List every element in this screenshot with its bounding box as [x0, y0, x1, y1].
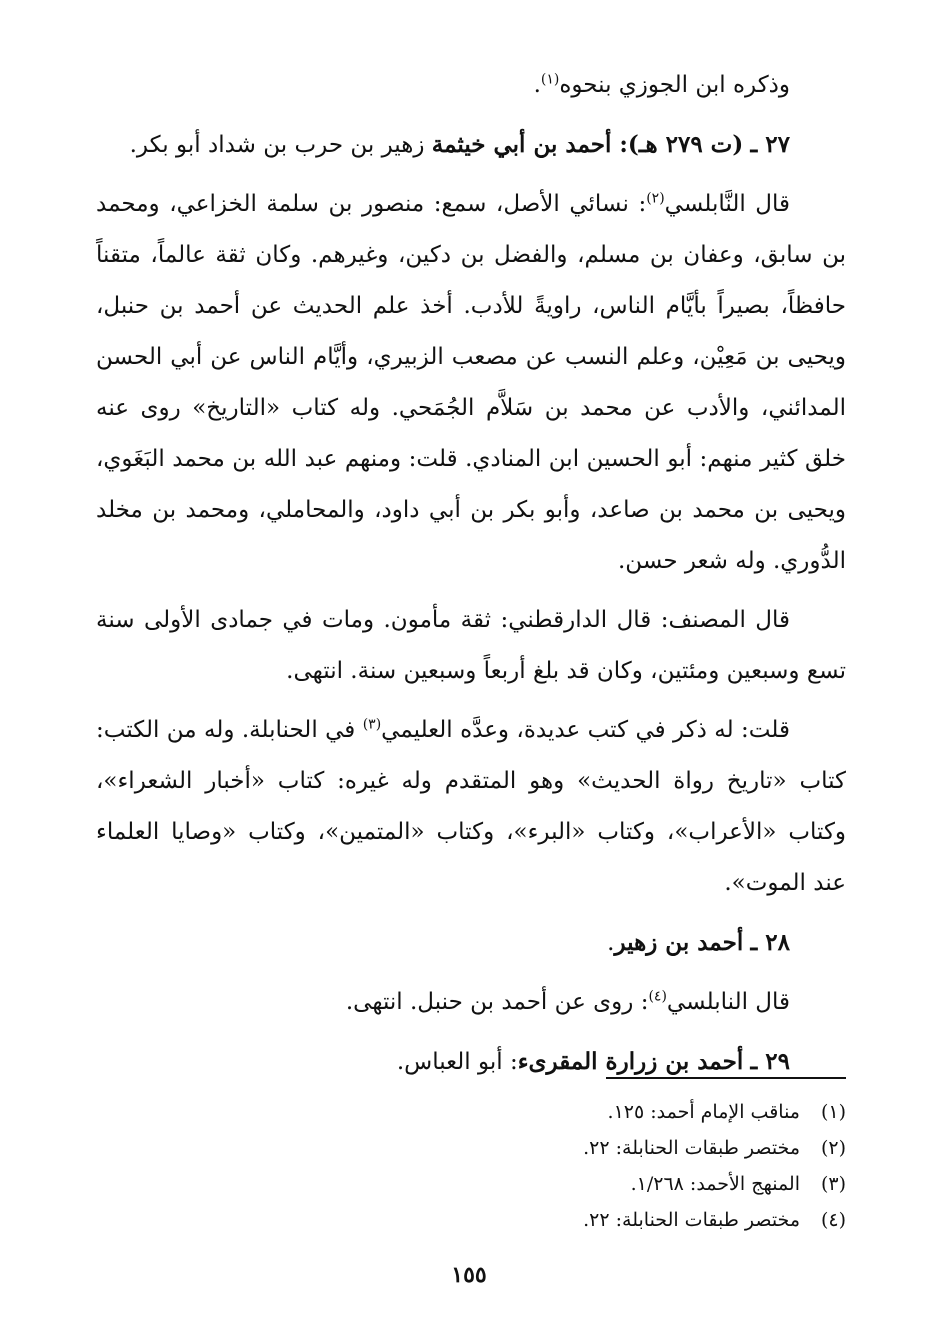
- footnote-ref: (١): [540, 71, 560, 88]
- entry-title: أحمد بن زهير: [614, 929, 744, 956]
- entry-rest: : أبو العباس.: [396, 1049, 518, 1075]
- footnote-text: مختصر طبقات الحنابلة: ٢٢.: [583, 1209, 800, 1231]
- paragraph-tail: .: [533, 72, 541, 98]
- paragraph-nabulsi-28: [96, 977, 846, 1028]
- paragraph-author-daraqutni: [96, 595, 846, 697]
- footnote-item: [246, 1202, 846, 1238]
- footnote-number: (٤): [820, 1209, 846, 1231]
- entry-27-heading: [96, 119, 846, 171]
- footnote-ref: (٤): [648, 988, 667, 1005]
- paragraph-qultu-books: [96, 705, 846, 909]
- entry-rest: .: [607, 930, 615, 956]
- footnote-text: المنهج الأحمد: ١/٢٦٨.: [630, 1173, 800, 1195]
- page-number: ١٥٥: [451, 1262, 487, 1288]
- paragraph-text: قال النَّابلسي: [664, 191, 791, 217]
- footnotes: [246, 1094, 846, 1238]
- entry-number: ٢٩ ـ: [750, 1048, 790, 1075]
- paragraph-tail: في الحنابلة. وله من الكتب: كتاب «تاريخ رواة الحديث» وهو المتقدم وله غيره: كتاب «أخبار الشعراء»، وكتاب «الأعراب»، وكتاب «البرء»، وكتاب «المتمين»، وكتاب «وصايا العلماء عند الموت».: [96, 717, 846, 896]
- entry-29-heading: [96, 1036, 846, 1088]
- entry-title: (ت ٢٧٩ هـ): أحمد بن أبي خيثمة: [431, 131, 744, 158]
- footnote-text: مناقب الإمام أحمد: ١٢٥.: [607, 1101, 800, 1123]
- footnote-text: مختصر طبقات الحنابلة: ٢٢.: [583, 1137, 800, 1159]
- paragraph-tail: : روى عن أحمد بن حنبل. انتهى.: [345, 989, 649, 1015]
- footnote-divider: [606, 1077, 846, 1079]
- footnote-ref: (٢): [646, 190, 665, 207]
- entry-number: ٢٧ ـ: [750, 131, 790, 158]
- footnote-item: [246, 1130, 846, 1166]
- footnote-ref: (٣): [362, 716, 382, 733]
- footnote-item: [246, 1166, 846, 1202]
- footnote-number: (١): [820, 1101, 846, 1123]
- entry-number: ٢٨ ـ: [750, 929, 790, 956]
- entry-28-heading: [96, 917, 846, 969]
- paragraph-text: قلت: له ذكر في كتب عديدة، وعدَّه العليمي: [381, 717, 790, 743]
- paragraph-text: قال النابلسي: [666, 989, 790, 1015]
- paragraph-text: وذكره ابن الجوزي بنحوه: [559, 72, 790, 98]
- paragraph-text: قال المصنف: قال الدارقطني: ثقة مأمون. ومات في جمادى الأولى سنة تسع وسبعين ومئتين، وكان قد بلغ أربعاً وسبعين سنة. انتهى.: [96, 607, 846, 684]
- paragraph-nabulsi-27: [96, 179, 846, 587]
- footnote-number: (٣): [820, 1173, 846, 1195]
- page-body: [96, 60, 846, 1088]
- paragraph-ibn-jawzi: [96, 60, 846, 111]
- footnote-item: [246, 1094, 846, 1130]
- footnote-number: (٢): [820, 1137, 846, 1159]
- entry-rest: زهير بن حرب بن شداد أبو بكر.: [129, 132, 425, 158]
- paragraph-tail: : نسائي الأصل، سمع: منصور بن سلمة الخزاعي، ومحمد بن سابق، وعفان بن مسلم، والفضل بن دكين، وغيرهم. وكان ثقة عالماً، متقناً حافظاً، بصيراً بأيَّام الناس، راويةً للأدب. أخذ علم الحديث عن أحمد بن حنبل، ويحيى بن مَعِيْن، وعلم النسب عن مصعب الزبيري، وأيَّام الناس عن أبي الحسن المدائني، والأدب عن محمد بن سَلاَّم الجُمَحي. وله كتاب «التاريخ» روى عنه خلق كثير منهم: أبو الحسين ابن المنادي. قلت: ومنهم عبد الله بن محمد البَغَوي، ويحيى بن محمد بن صاعد، وأبو بكر بن أبي داود، والمحاملي، ومحمد بن مخلد الدُّوري. وله شعر حسن.: [96, 191, 847, 574]
- entry-title: أحمد بن زرارة المقرىء: [517, 1048, 744, 1075]
